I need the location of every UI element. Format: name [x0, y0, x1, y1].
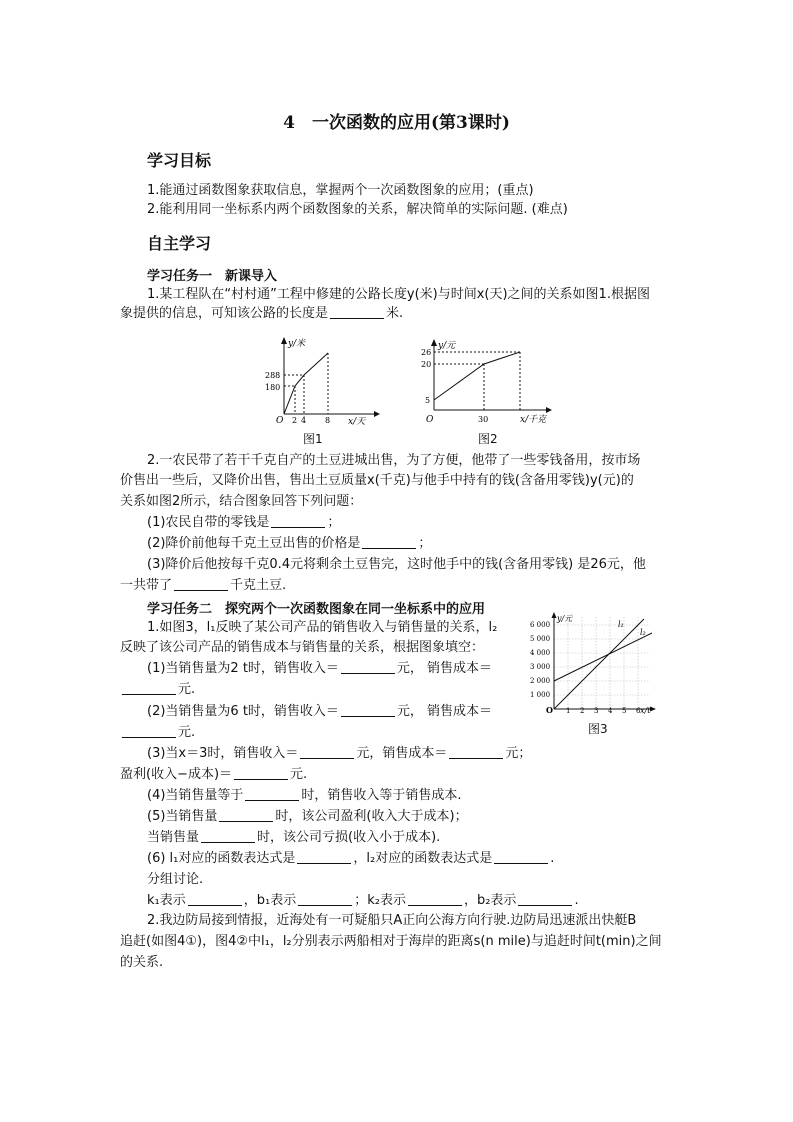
fig1-xtick-2: 2: [292, 416, 298, 425]
q2-part-3: (3)降价后他按每千克0.4元将剩余土豆售完，这时他手中的钱(含备用零钱) 是26元，他: [147, 557, 646, 572]
fig3-origin: O: [546, 705, 553, 715]
fig3-ylabel: y/元: [557, 614, 573, 623]
self-study-heading: 自主学习: [147, 234, 212, 253]
fig2-ytick-5: 5: [425, 396, 431, 405]
fig1-xtick-8: 8: [325, 416, 331, 425]
fig1-xlabel: x/天: [348, 417, 366, 427]
answer-blank[interactable]: [330, 305, 384, 319]
q3-part-6: (6) l₁对应的函数表达式是 ，l₂对应的函数表达式是 .: [147, 851, 555, 866]
answer-blank[interactable]: [341, 660, 395, 674]
fig2-xlabel: x/千克: [520, 415, 547, 425]
fig1-origin: O: [276, 416, 284, 426]
task2-heading: 学习任务二 探究两个一次函数图象在同一坐标系中的应用: [147, 602, 486, 617]
q1-line-1: 1.某工程队在“村村通”工程中修建的公路长度y(米)与时间x(天)之间的关系如图1.根据图: [147, 287, 650, 302]
fig3-xtick-1: 1: [566, 707, 571, 715]
q3-part-4: (4)当销售量等于 时，销售收入等于销售成本.: [147, 788, 462, 803]
q3-part-5: (5)当销售量 时，该公司盈利(收入大于成本)；: [147, 809, 468, 824]
fig3-line-l1-label: l₁: [618, 620, 624, 629]
figure-2-graph: [420, 338, 560, 430]
fig2-ytick-26: 26: [421, 348, 432, 357]
q3-part-3: (3)当x＝3时，销售收入＝ 元，销售成本＝ 元；: [147, 746, 532, 761]
q4-line-2: 追赶(如图4①)，图4②中l₁，l₂分别表示两船相对于海岸的距离s(n mile)与追赶时间t(min)之间: [120, 934, 662, 949]
answer-blank[interactable]: [174, 577, 228, 591]
q2-part-3-cont: 一共带了 千克土豆.: [120, 578, 287, 593]
fig3-ytick-5000: 5 000: [530, 635, 551, 643]
fig3-xtick-3: 3: [594, 707, 599, 715]
q3-line-1: 1.如图3，l₁反映了某公司产品的销售收入与销售量的关系，l₂: [147, 620, 498, 635]
fig2-ytick-20: 20: [421, 360, 432, 369]
fig3-xtick-5: 5: [622, 707, 627, 715]
goal-1: 1.能通过函数图象获取信息，掌握两个一次函数图象的应用；(重点): [147, 183, 534, 198]
fig1-caption: 图1: [303, 432, 323, 446]
q3-part-1-cont: 元.: [120, 681, 195, 699]
fig2-caption: 图2: [478, 432, 498, 446]
q2-line-1: 2.一农民带了若干千克自产的土豆进城出售，为了方便，他带了一些零钱备用，按市场: [147, 453, 641, 468]
fig1-ytick-180: 180: [265, 383, 281, 392]
fig2-xtick-30: 30: [478, 415, 489, 424]
fig1-xtick-4: 4: [301, 416, 307, 425]
answer-blank[interactable]: [201, 829, 255, 843]
q3-part-1: (1)当销售量为2 t时，销售收入＝ 元， 销售成本＝: [147, 661, 493, 676]
fig3-xlabel: x/t: [640, 706, 651, 715]
figure-3-graph: [530, 611, 658, 717]
q3-part-2-cont: 元.: [120, 724, 195, 742]
answer-blank[interactable]: [362, 535, 416, 549]
q1-line-2: 象提供的信息，可知该公路的长度是 米.: [120, 306, 404, 321]
fig3-caption: 图3: [588, 722, 608, 736]
answer-blank[interactable]: [122, 681, 176, 695]
fig1-ylabel: y/米: [288, 339, 306, 349]
answer-blank[interactable]: [188, 892, 242, 906]
goal-2: 2.能利用同一坐标系内两个函数图象的关系，解决简单的实际问题. (难点): [147, 202, 568, 217]
fig3-ytick-6000: 6 000: [530, 621, 551, 629]
q3-discussion-blanks: k₁表示 ，b₁表示 ；k₂表示 ，b₂表示 .: [147, 893, 579, 908]
fig3-line-l2-label: l₂: [640, 628, 646, 637]
answer-blank[interactable]: [297, 850, 351, 864]
q2-line-2: 价售出一些后，又降价出售，售出土豆质量x(千克)与他手中持有的钱(含备用零钱)y(元)的: [120, 473, 634, 488]
answer-blank[interactable]: [408, 892, 462, 906]
answer-blank[interactable]: [271, 514, 325, 528]
fig3-xtick-6: 6: [636, 707, 641, 715]
answer-blank[interactable]: [449, 745, 503, 759]
page-title: 4 一次函数的应用(第3课时): [283, 113, 510, 133]
fig3-xtick-2: 2: [580, 707, 585, 715]
q3-part-3-cont: 盈利(收入−成本)＝ 元.: [120, 767, 308, 782]
answer-blank[interactable]: [298, 892, 352, 906]
answer-blank[interactable]: [245, 787, 299, 801]
goals-heading: 学习目标: [147, 151, 212, 170]
q4-line-1: 2.我边防局接到情报，近海处有一可疑船只A正向公海方向行驶.边防局迅速派出快艇B: [147, 913, 637, 928]
q3-discussion: 分组讨论.: [147, 872, 204, 887]
q3-part-2: (2)当销售量为6 t时，销售收入＝ 元， 销售成本＝: [147, 704, 493, 719]
q3-line-2: 反映了该公司产品的销售成本与销售量的关系，根据图象填空：: [120, 640, 485, 655]
fig3-ytick-1000: 1 000: [530, 691, 551, 699]
answer-blank[interactable]: [219, 808, 273, 822]
q2-part-1: (1)农民自带的零钱是 ；: [147, 515, 341, 530]
fig2-origin: O: [426, 415, 434, 425]
q3-part-5-cont: 当销售量 时，该公司亏损(收入小于成本).: [147, 830, 441, 845]
fig3-xtick-4: 4: [608, 707, 613, 715]
fig1-ytick-288: 288: [265, 371, 281, 380]
fig3-ytick-2000: 2 000: [530, 677, 551, 685]
q2-line-3: 关系如图2所示，结合图象回答下列问题：: [120, 494, 363, 509]
answer-blank[interactable]: [341, 703, 395, 717]
answer-blank[interactable]: [494, 850, 548, 864]
figure-1-graph: [262, 334, 382, 428]
fig3-ytick-4000: 4 000: [530, 649, 551, 657]
task1-heading: 学习任务一 新课导入: [147, 269, 278, 284]
q4-line-3: 的关系.: [120, 955, 164, 970]
fig2-ylabel: y/元: [438, 341, 456, 351]
q2-part-2: (2)降价前他每千克土豆出售的价格是 ；: [147, 536, 432, 551]
fig3-ytick-3000: 3 000: [530, 663, 551, 671]
answer-blank[interactable]: [300, 745, 354, 759]
answer-blank[interactable]: [234, 766, 288, 780]
answer-blank[interactable]: [122, 724, 176, 738]
answer-blank[interactable]: [518, 892, 572, 906]
